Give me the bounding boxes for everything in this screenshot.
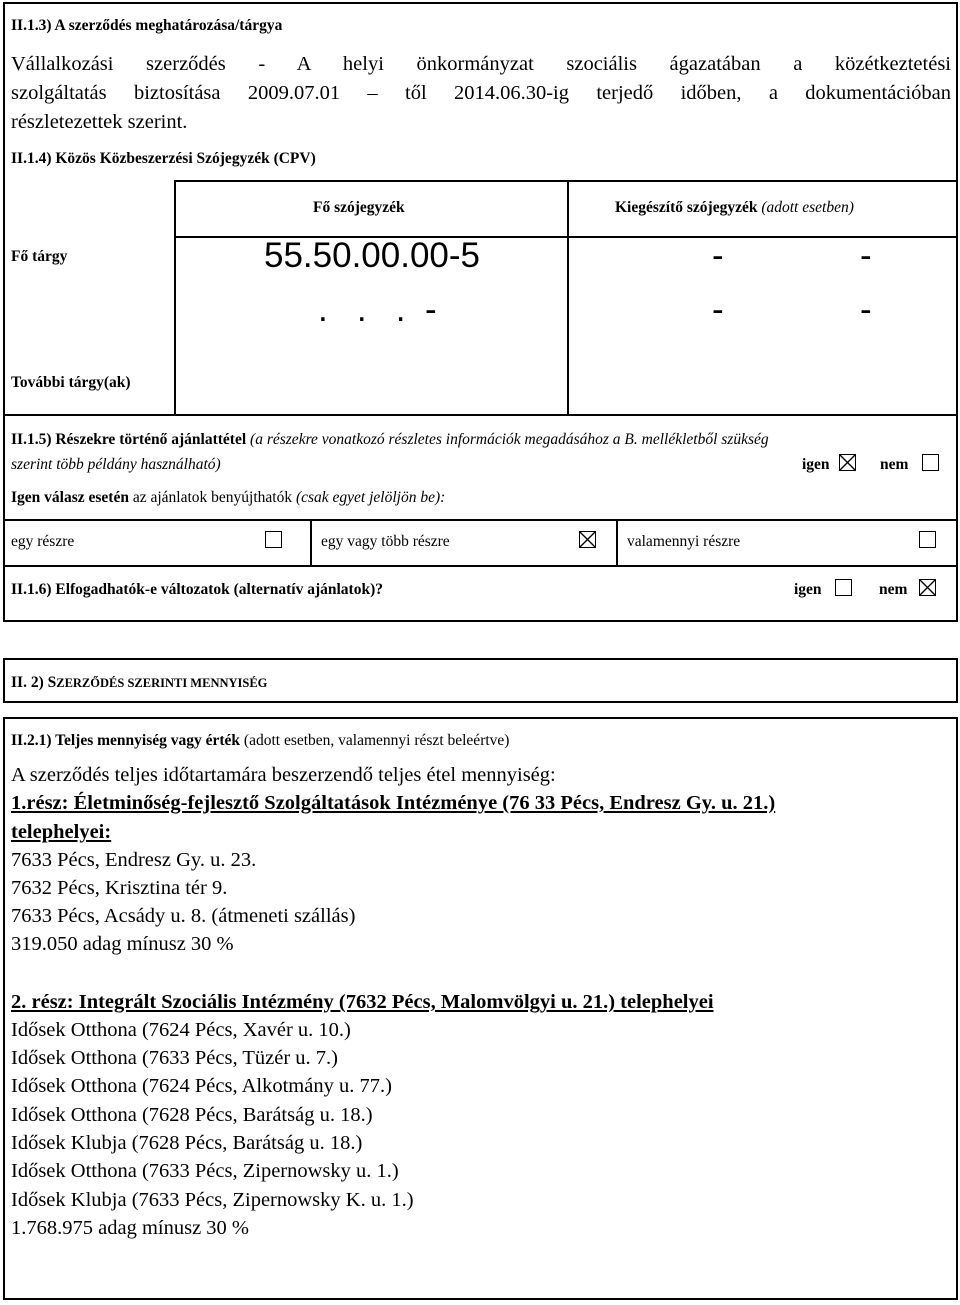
cpv-table-top-border: [174, 180, 958, 182]
section-ii-1-6-heading: II.1.6) Elfogadhatók-e változatok (alternatív ajánlatok)?: [11, 581, 383, 598]
checked-cross-icon: [580, 532, 595, 547]
cpv-supplementary-note: (adott esetben): [761, 199, 854, 216]
parts-answer-note: (csak egyet jelöljön be):: [295, 489, 446, 506]
part2-site-5: Idősek Klubja (7628 Pécs, Barátság u. 18.): [11, 1132, 363, 1154]
parts-answer-instruction: [11, 489, 445, 507]
cpv-table-bottom-border: [3, 414, 958, 416]
option-one-part-label: egy részre: [11, 533, 75, 550]
part2-site-1: Idősek Otthona (7624 Pécs, Xavér u. 10.): [11, 1019, 351, 1041]
additional-object-supplementary-code-1: -: [712, 290, 724, 329]
variants-no-checkbox[interactable]: [919, 579, 936, 596]
part1-sites-label: telephelyei:: [11, 821, 112, 843]
parts-options-bottom-border: [3, 565, 958, 567]
part2-site-3: Idősek Otthona (7624 Pécs, Alkotmány u. 77.): [11, 1075, 392, 1097]
section-ii-2-1-note: (adott esetben, valamennyi részt beleértve): [243, 732, 510, 749]
parts-options-divider-1: [310, 519, 312, 565]
part2-quantity: 1.768.975 adag mínusz 30 %: [11, 1217, 249, 1239]
section-ii-2-heading-prefix: II. 2) S: [11, 674, 57, 691]
part1-site-1: 7633 Pécs, Endresz Gy. u. 23.: [11, 849, 257, 871]
option-one-or-more-parts-checkbox[interactable]: [579, 531, 596, 548]
part2-title: 2. rész: Integrált Szociális Intézmény (7632 Pécs, Malomvölgyi u. 21.) telephelyei: [11, 991, 714, 1013]
option-one-or-more-parts-label: egy vagy több részre: [321, 533, 450, 550]
cpv-supplementary-label: Kiegészítő szójegyzék: [615, 199, 758, 216]
main-object-supplementary-code-2: -: [860, 236, 872, 275]
cpv-table-left-divider: [174, 180, 176, 414]
variants-yes-label: igen: [794, 581, 822, 598]
part2-site-2: Idősek Otthona (7633 Pécs, Tüzér u. 7.): [11, 1047, 338, 1069]
section-ii-1-5-note-cont: szerint több példány használható): [11, 456, 221, 473]
main-object-cpv-code: 55.50.00.00-5: [264, 236, 481, 275]
parts-answer-bold: Igen válasz esetén: [11, 489, 129, 506]
part1-title: 1.rész: Életminőség-fejlesztő Szolgáltatások Intézménye (76 33 Pécs, Endresz Gy. u. 21.): [11, 792, 776, 814]
part1-site-2: 7632 Pécs, Krisztina tér 9.: [11, 877, 228, 899]
parts-yes-label: igen: [802, 456, 830, 473]
part2-site-6: Idősek Otthona (7633 Pécs, Zipernowsky u. 1.): [11, 1160, 399, 1182]
parts-no-checkbox[interactable]: [922, 454, 939, 471]
variants-no-label: nem: [879, 581, 908, 598]
section-ii-1-4-heading: II.1.4) Közös Közbeszerzési Szójegyzék (CPV): [11, 150, 316, 167]
part2-site-7: Idősek Klubja (7633 Pécs, Zipernowsky K. u. 1.): [11, 1189, 414, 1211]
additional-objects-label: További tárgy(ak): [11, 374, 131, 391]
parts-answer-text: az ajánlatok benyújthatók: [132, 489, 293, 506]
parts-options-top-border: [3, 519, 958, 521]
cpv-table-middle-divider: [567, 180, 569, 414]
additional-object-supplementary-code-2: -: [860, 290, 872, 329]
part1-quantity: 319.050 adag mínusz 30 %: [11, 933, 234, 955]
parts-no-label: nem: [880, 456, 909, 473]
checked-cross-icon: [840, 455, 855, 470]
parts-options-divider-2: [616, 519, 618, 565]
section-ii-1-3-heading: II.1.3) A szerződés meghatározása/tárgya: [11, 17, 283, 34]
cpv-supplementary-vocabulary-header: [615, 199, 854, 217]
contract-subject-line-1: Vállalkozási szerződés - A helyi önkormányzat szociális ágazatában a közétkeztetési: [11, 53, 951, 75]
quantity-intro: A szerződés teljes időtartamára beszerzendő teljes étel mennyiség:: [11, 764, 556, 786]
option-all-parts-label: valamennyi részre: [627, 533, 741, 550]
additional-object-cpv-code: . . . -: [318, 290, 437, 329]
parts-yes-checkbox[interactable]: [839, 454, 856, 471]
cpv-main-vocabulary-header: Fő szójegyzék: [313, 199, 405, 216]
section-ii-2-heading-rest: ZERZŐDÉS SZERINTI MENNYISÉG: [56, 676, 268, 690]
checked-cross-icon: [920, 580, 935, 595]
part2-site-4: Idősek Otthona (7628 Pécs, Barátság u. 18.): [11, 1104, 373, 1126]
section-ii-2-1-title: II.2.1) Teljes mennyiség vagy érték: [11, 732, 241, 749]
part1-site-3: 7633 Pécs, Acsády u. 8. (átmeneti szállás): [11, 905, 356, 927]
contract-subject-line-3: részletezettek szerint.: [11, 111, 188, 133]
section-ii-1-5-heading: [11, 431, 769, 449]
main-object-supplementary-code-1: -: [712, 236, 724, 275]
variants-yes-checkbox[interactable]: [835, 579, 852, 596]
main-object-label: Fő tárgy: [11, 248, 68, 265]
section-ii-1-5-note: (a részekre vonatkozó részletes információk megadásához a B. mellékletből szükség: [250, 431, 769, 448]
contract-subject-line-2: szolgáltatás biztosítása 2009.07.01 – től 2014.06.30-ig terjedő időben, a dokumentációban: [11, 82, 951, 104]
section-ii-2-1-heading: [11, 732, 509, 750]
option-one-part-checkbox[interactable]: [265, 531, 282, 548]
section-ii-2-heading: [11, 674, 267, 692]
section-ii-1-5-title: II.1.5) Részekre történő ajánlattétel: [11, 431, 247, 448]
option-all-parts-checkbox[interactable]: [919, 531, 936, 548]
